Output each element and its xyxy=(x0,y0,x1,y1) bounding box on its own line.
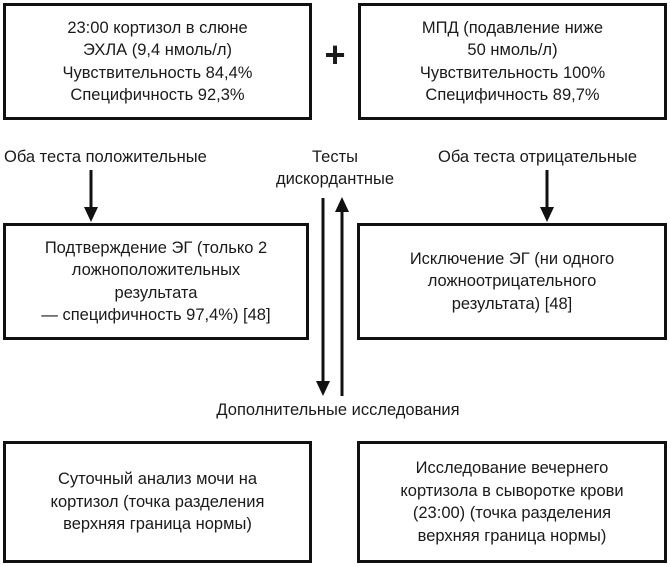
exclude-line-2: ложноотрицательного xyxy=(427,272,597,291)
urine-line-3: верхняя граница нормы) xyxy=(63,515,252,534)
dst-line-3: Чувствительность 100% xyxy=(419,63,606,82)
salivary-line-1: 23:00 кортизол в слюне xyxy=(67,18,248,37)
confirm-line-1: Подтверждение ЭГ (только 2 xyxy=(44,238,268,257)
serum-line-4: верхняя граница нормы) xyxy=(417,526,607,545)
arrow-positive-down-head xyxy=(84,207,98,222)
confirmation-box xyxy=(3,223,309,340)
urine-line-2: кортизол (точка разделения xyxy=(50,492,265,511)
exclude-line-1: Исключение ЭГ (ни одного xyxy=(409,249,615,268)
serum-line-3: (23:00) (точка разделения xyxy=(412,504,612,522)
salivary-line-4: Специфичность 92,3% xyxy=(70,86,245,104)
exclusion-box xyxy=(357,223,667,340)
dst-line-1: МПД (подавление ниже xyxy=(421,18,604,37)
urine-cortisol-box xyxy=(3,441,312,563)
arrow-negative-down-head xyxy=(540,207,554,222)
arrow-additional-up-head xyxy=(335,197,349,212)
both-positive-label: Оба теста положительные xyxy=(4,148,207,166)
serum-line-2: кортизола в сыворотке крови xyxy=(400,481,624,500)
confirm-line-4: — специфичность 97,4%) [48] xyxy=(41,306,271,324)
plus-sign: + xyxy=(324,34,346,75)
exclude-line-3: результата) [48] xyxy=(451,294,573,313)
salivary-line-2: ЭХЛА (9,4 нмоль/л) xyxy=(83,41,232,59)
additional-studies-label: Дополнительные исследования xyxy=(216,401,460,419)
serum-cortisol-box xyxy=(357,441,667,563)
urine-line-1: Суточный анализ мочи на xyxy=(57,470,257,489)
dst-line-2: 50 нмоль/л) xyxy=(467,41,558,59)
dst-line-4: Специфичность 89,7% xyxy=(425,86,600,104)
discordant-label-line-1: Тесты xyxy=(312,148,358,166)
arrow-discordant-down-head xyxy=(316,381,330,396)
discordant-label-line-2: дискордантные xyxy=(275,170,395,188)
confirm-line-2: ложноположительных xyxy=(71,261,241,279)
confirm-line-3: результата xyxy=(114,283,198,302)
salivary-line-3: Чувствительность 84,4% xyxy=(62,63,253,82)
serum-line-1: Исследование вечернего xyxy=(415,459,609,477)
both-negative-label: Оба теста отрицательные xyxy=(438,148,637,166)
